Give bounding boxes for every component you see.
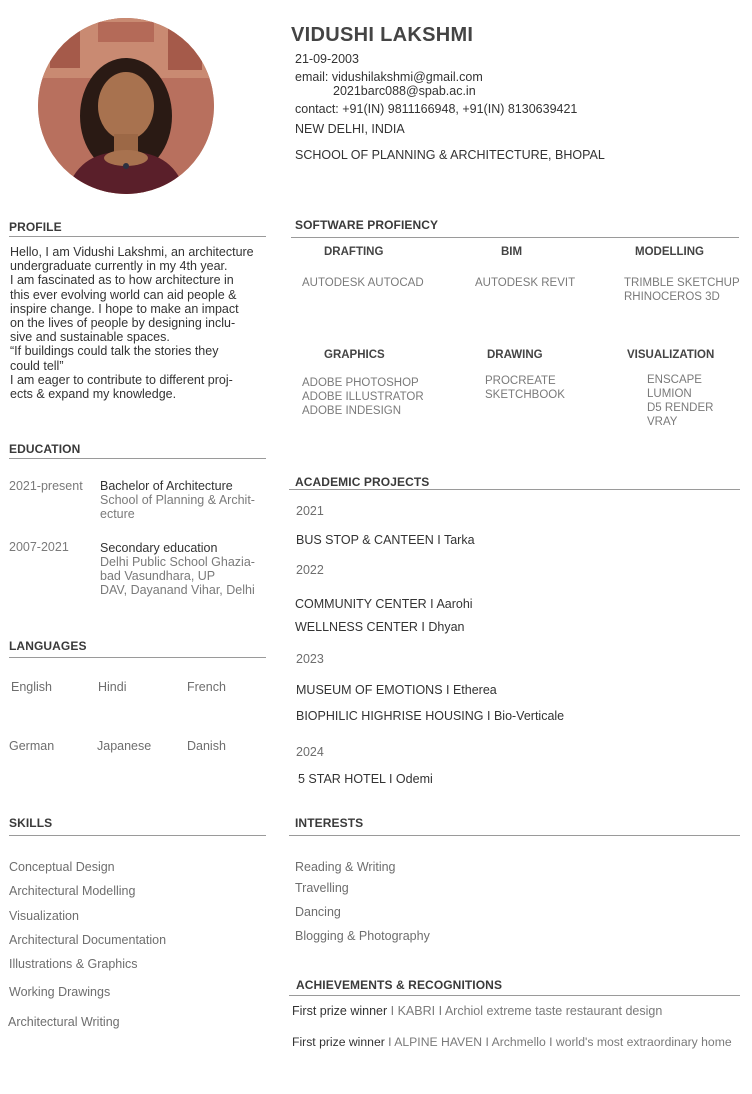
education-detail: School of Planning & Archit- [100, 493, 255, 507]
projects-divider [289, 489, 740, 490]
software-group-title: GRAPHICS [324, 349, 385, 361]
interests-divider [289, 835, 740, 836]
achievement-item [292, 1035, 732, 1049]
profile-heading: PROFILE [9, 220, 62, 234]
profile-line: sive and sustainable spaces. [10, 330, 170, 345]
language-item: Japanese [97, 739, 152, 753]
interest-item: Reading & Writing [295, 860, 396, 874]
software-heading: SOFTWARE PROFIENCY [295, 218, 439, 232]
project-item: 5 STAR HOTEL I Odemi [298, 772, 433, 786]
languages-heading: LANGUAGES [9, 639, 87, 653]
achievements-heading: ACHIEVEMENTS & RECOGNITIONS [296, 978, 503, 992]
software-item: ADOBE PHOTOSHOP [302, 377, 419, 389]
education-detail: Delhi Public School Ghazia- [100, 555, 255, 569]
skill-item: Conceptual Design [9, 860, 115, 874]
project-item: BUS STOP & CANTEEN I Tarka [296, 533, 475, 547]
profile-line: “If buildings could talk the stories they [10, 344, 219, 359]
project-item: COMMUNITY CENTER I Aarohi [295, 597, 473, 611]
profile-line: undergraduate currently in my 4th year. [10, 259, 228, 274]
skill-item: Architectural Writing [8, 1015, 120, 1029]
date-of-birth: 21-09-2003 [295, 52, 359, 66]
profile-line: on the lives of people by designing inclu- [10, 316, 236, 331]
profile-line: this ever evolving world can aid people & [10, 287, 237, 302]
school-name: SCHOOL OF PLANNING & ARCHITECTURE, BHOPAL [295, 148, 605, 162]
profile-text [10, 245, 266, 401]
skill-item: Illustrations & Graphics [9, 957, 138, 971]
skill-item: Working Drawings [9, 985, 111, 999]
software-item: AUTODESK AUTOCAD [302, 277, 424, 289]
profile-line: Hello, I am Vidushi Lakshmi, an architecture [10, 245, 254, 259]
language-item: German [9, 739, 55, 753]
software-group-title: MODELLING [635, 246, 704, 258]
interests-heading: INTERESTS [295, 816, 364, 830]
education-divider [9, 458, 266, 459]
software-item: ADOBE ILLUSTRATOR [302, 391, 424, 403]
profile-line: I am fascinated as to how architecture in [10, 273, 234, 288]
software-item: ENSCAPE [647, 374, 702, 386]
project-year: 2022 [296, 563, 324, 577]
software-group-title: DRAFTING [324, 246, 384, 258]
software-item: ADOBE INDESIGN [302, 405, 402, 417]
project-item: BIOPHILIC HIGHRISE HOUSING I Bio-Verticale [296, 709, 565, 723]
software-item: SKETCHBOOK [485, 389, 565, 401]
software-item: LUMION [647, 388, 692, 400]
skill-item: Architectural Documentation [9, 933, 167, 947]
language-item: French [187, 680, 226, 694]
achievement-detail: I ALPINE HAVEN I Archmello I world's most extraordinary home [384, 1035, 732, 1049]
software-item: PROCREATE [485, 375, 556, 387]
project-year: 2024 [296, 745, 324, 759]
email-secondary: 2021barc088@spab.ac.in [333, 84, 476, 98]
language-item: English [11, 680, 52, 694]
achievement-detail: I KABRI I Archiol extreme taste restaurant design [387, 1004, 663, 1018]
interest-item: Travelling [295, 881, 349, 895]
skills-heading: SKILLS [9, 816, 53, 830]
education-detail: bad Vasundhara, UP [100, 569, 216, 583]
education-years: 2007-2021 [9, 540, 69, 554]
interest-item: Blogging & Photography [295, 929, 430, 943]
project-item: MUSEUM OF EMOTIONS I Etherea [296, 683, 497, 697]
location: NEW DELHI, INDIA [295, 122, 405, 136]
candidate-name: VIDUSHI LAKSHMI [291, 24, 474, 46]
interest-item: Dancing [295, 905, 341, 919]
language-item: Hindi [98, 680, 127, 694]
project-year: 2023 [296, 652, 324, 666]
profile-line: ects & expand my knowledge. [10, 387, 177, 402]
language-item: Danish [187, 739, 226, 753]
skills-divider [9, 835, 266, 836]
profile-line: could tell” [10, 358, 64, 373]
software-group-title: BIM [501, 246, 523, 258]
software-group-title: DRAWING [487, 349, 543, 361]
skill-item: Architectural Modelling [9, 884, 136, 898]
project-year: 2021 [296, 504, 324, 518]
education-title: Secondary education [100, 541, 218, 555]
education-detail: ecture [100, 507, 135, 521]
achievement-prize: First prize winner [292, 1035, 385, 1049]
skill-item: Visualization [9, 909, 79, 923]
software-divider [291, 237, 739, 238]
profile-line: inspire change. I hope to make an impact [10, 301, 239, 316]
achievement-prize: First prize winner [292, 1004, 388, 1018]
software-item: D5 RENDER [647, 402, 714, 414]
education-detail: DAV, Dayanand Vihar, Delhi [100, 583, 255, 597]
software-group-title: VISUALIZATION [627, 349, 715, 361]
education-title: Bachelor of Architecture [100, 479, 233, 493]
profile-photo [38, 18, 214, 194]
education-years: 2021-present [9, 479, 83, 493]
profile-line: I am eager to contribute to different proj- [10, 372, 233, 387]
achievements-divider [289, 995, 740, 996]
software-item: TRIMBLE SKETCHUP [624, 277, 740, 289]
project-item: WELLNESS CENTER I Dhyan [295, 620, 465, 634]
software-item: RHINOCEROS 3D [624, 291, 720, 303]
education-heading: EDUCATION [9, 442, 81, 456]
achievement-item [292, 1004, 662, 1018]
email-primary: email: vidushilakshmi@gmail.com [295, 70, 483, 84]
software-item: AUTODESK REVIT [475, 277, 576, 289]
portrait-illustration [38, 18, 214, 194]
software-item: VRAY [647, 416, 678, 428]
profile-divider [9, 236, 266, 237]
projects-heading: ACADEMIC PROJECTS [295, 475, 430, 489]
contact-phone: contact: +91(IN) 9811166948, +91(IN) 8130639421 [295, 102, 578, 116]
languages-divider [9, 657, 266, 658]
